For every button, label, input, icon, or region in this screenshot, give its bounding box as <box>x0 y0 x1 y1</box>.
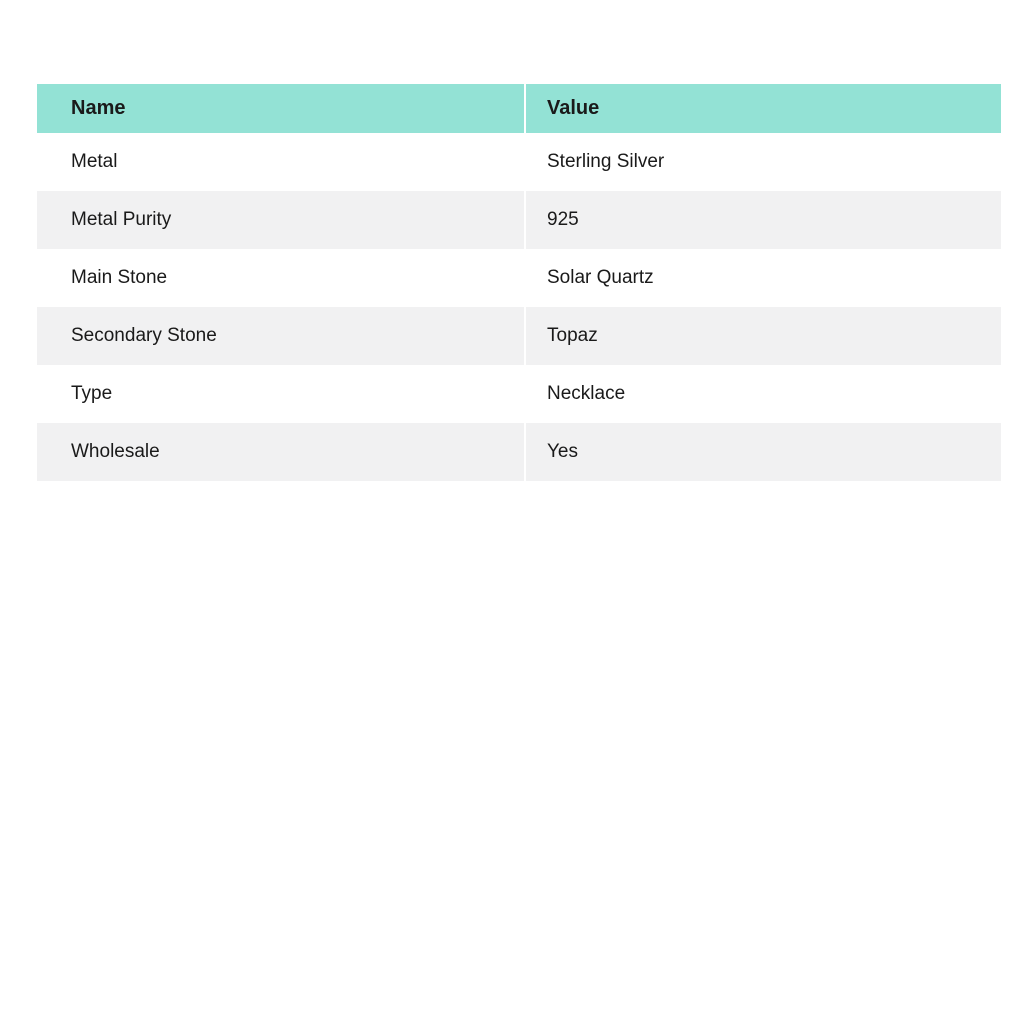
table-row <box>37 307 1001 365</box>
attribute-value-cell: Sterling Silver <box>524 133 1001 191</box>
attribute-name-cell: Main Stone <box>71 267 168 288</box>
table-row <box>37 191 1001 249</box>
attribute-value-cell: Yes <box>524 423 1001 481</box>
attribute-name-cell: Metal <box>71 151 118 172</box>
attribute-name-cell: Type <box>71 383 113 404</box>
attributes-table <box>37 84 1001 481</box>
attribute-value-cell: Necklace <box>524 365 1001 423</box>
attribute-name-cell: Wholesale <box>37 423 524 481</box>
header-cell-value: Value <box>524 84 1001 133</box>
table-row <box>37 365 1001 423</box>
attribute-value-cell: Solar Quartz <box>524 249 1001 307</box>
attribute-name-cell: Secondary Stone <box>37 307 524 365</box>
attribute-value-cell: Topaz <box>524 307 1001 365</box>
table-row <box>37 423 1001 481</box>
attribute-name-cell: Metal Purity <box>37 191 524 249</box>
header-row <box>37 84 1001 133</box>
header-cell-name: Name <box>37 84 524 133</box>
attribute-value-cell: 925 <box>524 191 1001 249</box>
table-row <box>37 133 1001 191</box>
table-row <box>37 249 1001 307</box>
